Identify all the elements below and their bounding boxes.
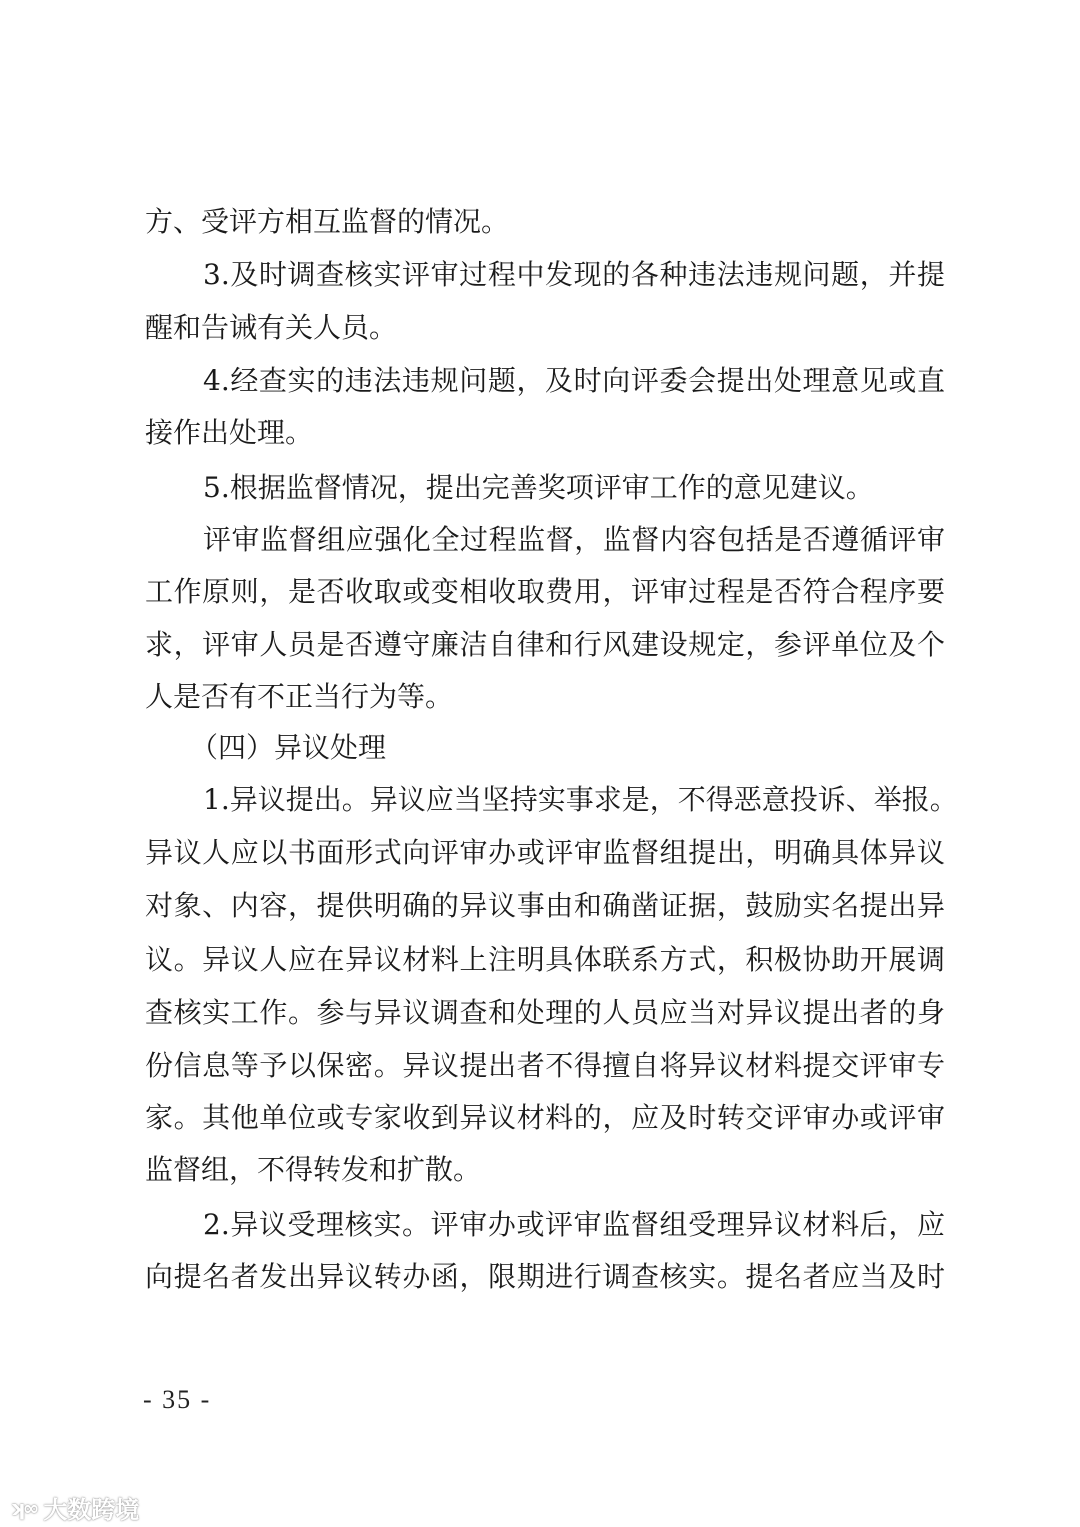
text-line: 向提名者发出异议转办函，限期进行调查核实。提名者应当及时 xyxy=(145,1260,945,1293)
text-line: 4.经查实的违法违规问题，及时向评委会提出处理意见或直 xyxy=(203,364,945,397)
text-line: 工作原则，是否收取或变相收取费用，评审过程是否符合程序要 xyxy=(145,575,945,608)
text-line: 对象、内容，提供明确的异议事由和确凿证据，鼓励实名提出异 xyxy=(145,889,945,922)
text-line: 家。其他单位或专家收到异议材料的，应及时转交评审办或评审 xyxy=(145,1101,945,1134)
text-line: 接作出处理。 xyxy=(145,416,314,449)
text-line: 求，评审人员是否遵守廉洁自律和行风建设规定，参评单位及个 xyxy=(145,628,945,661)
watermark-text: 大数跨境 xyxy=(43,1496,140,1524)
watermark xyxy=(10,1490,139,1525)
section-heading: （四）异议处理 xyxy=(190,731,387,764)
watermark-logo-icon: ʞ∞ xyxy=(10,1495,38,1520)
text-line: 监督组，不得转发和扩散。 xyxy=(145,1153,482,1186)
text-line: 评审监督组应强化全过程监督，监督内容包括是否遵循评审 xyxy=(203,523,945,556)
text-line: 5.根据监督情况，提出完善奖项评审工作的意见建议。 xyxy=(203,471,874,504)
text-line: 方、受评方相互监督的情况。 xyxy=(145,205,510,238)
text-line: 醒和告诫有关人员。 xyxy=(145,311,398,344)
text-line: 份信息等予以保密。异议提出者不得擅自将异议材料提交评审专 xyxy=(145,1049,945,1082)
text-line: 查核实工作。参与异议调查和处理的人员应当对异议提出者的身 xyxy=(145,996,945,1029)
page-number: - 35 - xyxy=(143,1385,212,1414)
text-line: 1.异议提出。异议应当坚持实事求是，不得恶意投诉、举报。 xyxy=(203,783,958,816)
text-line: 议。异议人应在异议材料上注明具体联系方式，积极协助开展调 xyxy=(145,943,945,976)
text-line: 3.及时调查核实评审过程中发现的各种违法违规问题，并提 xyxy=(203,258,945,291)
text-line: 异议人应以书面形式向评审办或评审监督组提出，明确具体异议 xyxy=(145,836,945,869)
text-line: 2.异议受理核实。评审办或评审监督组受理异议材料后，应 xyxy=(203,1208,945,1241)
text-line: 人是否有不正当行为等。 xyxy=(145,680,454,713)
